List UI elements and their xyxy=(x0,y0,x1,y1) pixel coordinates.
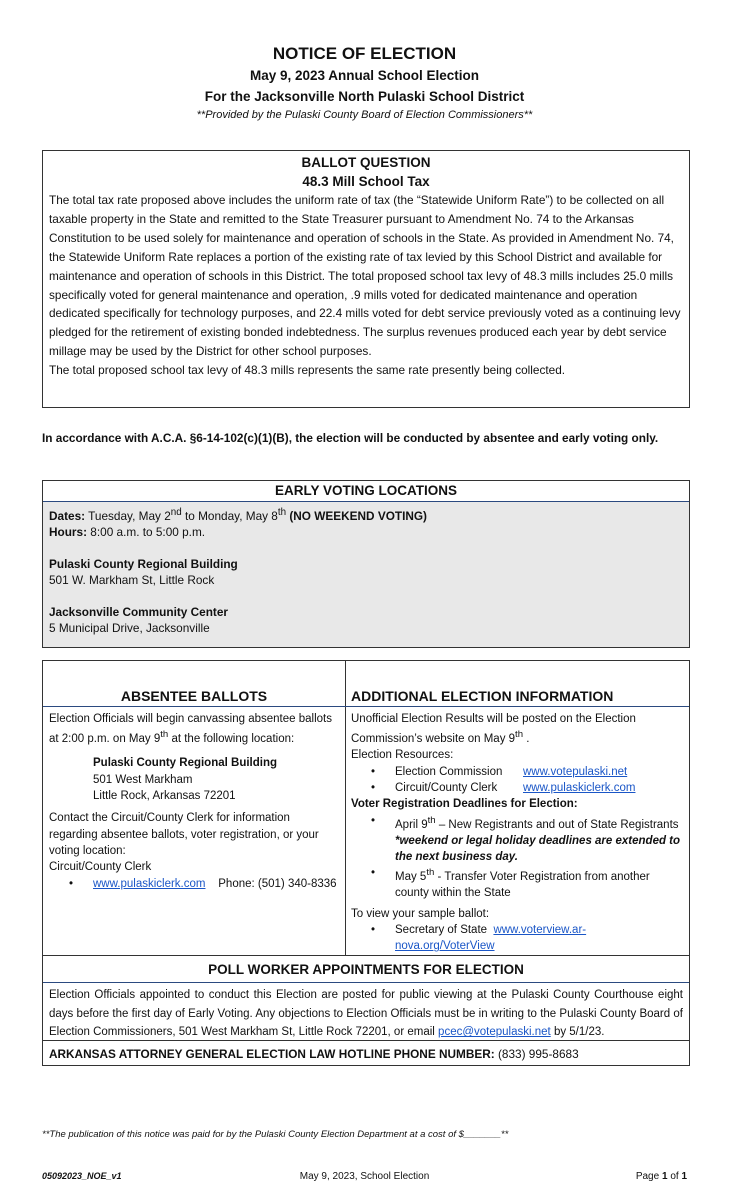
bullet-icon: • xyxy=(371,814,376,827)
absentee-street: 501 West Markham xyxy=(93,773,193,786)
election-subtitle: May 9, 2023 Annual School Election xyxy=(249,68,480,83)
location-1-name: Pulaski County Regional Building xyxy=(49,556,238,571)
ballot-subheading: 48.3 Mill School Tax xyxy=(302,174,430,189)
accordance-statement: In accordance with A.C.A. §6-14-102(c)(1)(B), the election will be conducted by absentee and early voting only. xyxy=(42,431,659,445)
page-number: Page 1 of 1 xyxy=(635,1171,687,1182)
clerk-link[interactable]: www.pulaskiclerk.com xyxy=(93,877,206,890)
early-voting-heading: EARLY VOTING LOCATIONS xyxy=(43,481,689,502)
footer-center: May 9, 2023, School Election xyxy=(299,1171,430,1182)
absentee-building: Pulaski County Regional Building xyxy=(93,757,278,770)
early-voting-hours: Hours: 8:00 a.m. to 5:00 p.m. xyxy=(49,525,206,540)
info-grid xyxy=(42,660,690,1066)
provided-by-line: **Provided by the Pulaski County Board of Election Commissioners** xyxy=(196,109,533,121)
deadlines-label: Voter Registration Deadlines for Election: xyxy=(351,798,578,811)
sample-ballot-label: To view your sample ballot: xyxy=(351,907,490,920)
clerk-resource-link[interactable]: www.pulaskiclerk.com xyxy=(523,782,636,795)
absentee-clerk: Circuit/County Clerk xyxy=(49,861,152,874)
bullet-icon: • xyxy=(371,765,376,778)
bullet-icon: • xyxy=(69,877,74,890)
commission-link[interactable]: www.votepulaski.net xyxy=(523,765,628,778)
additional-heading: ADDITIONAL ELECTION INFORMATION xyxy=(345,661,689,707)
deadline-item-1: • April 9th – New Registrants and out of State Registrants *weekend or legal holiday deadlines are extended to the next business day. xyxy=(371,814,681,864)
poll-worker-body: Election Officials appointed to conduct this Election are posted for public viewing at the Pulaski County Courthouse eight days before the first day of Early Voting. Any objections to Election Officials must be in writing to the Pulaski County Board of Election Commissioners, 501 West Markham St, Little Rock 72201, or email pcec@votepulaski.net by 5/1/23. xyxy=(43,983,689,1041)
results-text: Unofficial Election Results will be posted on the Election Commission’s website on May 9th . xyxy=(351,713,636,746)
early-voting-dates: Dates: Tuesday, May 2nd to Monday, May 8th (NO WEEKEND VOTING) xyxy=(49,507,427,523)
absentee-city: Little Rock, Arkansas 72201 xyxy=(93,790,236,803)
pcec-email-link[interactable]: pcec@votepulaski.net xyxy=(438,1026,551,1039)
district-line: For the Jacksonville North Pulaski School District xyxy=(204,89,525,104)
location-2-name: Jacksonville Community Center xyxy=(49,604,228,619)
location-2-address: 5 Municipal Drive, Jacksonville xyxy=(49,621,210,636)
deadline-item-2: • May 5th - Transfer Voter Registration from another county within the State xyxy=(371,867,650,900)
absentee-contact: Contact the Circuit/County Clerk for information regarding absentee ballots, voter registration, or your voting location: xyxy=(49,812,319,857)
notice-title: NOTICE OF ELECTION xyxy=(272,44,457,63)
bullet-icon: • xyxy=(371,867,376,880)
absentee-heading: ABSENTEE BALLOTS xyxy=(43,661,345,707)
resource-item-2: • Circuit/County Clerk www.pulaskiclerk.com xyxy=(351,780,683,796)
ballot-question-box xyxy=(42,150,690,408)
clerk-link-item xyxy=(49,876,339,892)
ballot-paragraph-2: The total proposed school tax levy of 48.3 mills represents the same rate presently being collected. xyxy=(49,363,566,378)
poll-worker-heading: POLL WORKER APPOINTMENTS FOR ELECTION xyxy=(43,955,689,983)
resources-label: Election Resources: xyxy=(351,749,454,762)
absentee-intro: Election Officials will begin canvassing absentee ballots at 2:00 p.m. on May 9th at the following location: xyxy=(49,713,332,746)
document-code: 05092023_NOE_v1 xyxy=(42,1171,122,1181)
hotline-line: ARKANSAS ATTORNEY GENERAL ELECTION LAW HOTLINE PHONE NUMBER: (833) 995-8683 xyxy=(49,1047,579,1061)
sos-item: • Secretary of State www.voterview.ar-nova.org/VoterView xyxy=(371,924,587,953)
voterview-link[interactable]: www.voterview.ar-nova.org/VoterView xyxy=(395,924,587,953)
publication-cost-note: **The publication of this notice was paid for by the Pulaski County Election Department at a cost of $_______** xyxy=(42,1129,509,1140)
resource-item-1: • Election Commission www.votepulaski.net xyxy=(351,764,683,780)
ballot-paragraph-1: The total tax rate proposed above includes the uniform rate of tax (the “Statewide Uniform Rate”) to be collected on all taxable property in the State and remitted to the State Treasurer pursuant to Amendment No. 74 to the Arkansas Constitution to be used solely for maintenance and operation of schools in the State. As provided in Amendment No. 74, the Statewide Uniform Rate replaces a portion of the existing rate of tax levied by this School District and available for maintenance and operation of schools in this District. The total proposed school tax levy of 48.3 mills includes 25.0 mills specifically voted for general maintenance and operation, .9 mills voted for dedicated maintenance and operation dedicated specifically for technology purposes, and 22.4 mills voted for debt service previously voted as a continuing levy pledged for the retirement of existing bonded indebtedness. The surplus revenues produced each year by debt service millage may be used by the District for other school purposes. xyxy=(49,193,681,359)
early-voting-box xyxy=(42,480,690,648)
ballot-heading: BALLOT QUESTION xyxy=(301,155,431,170)
additional-column xyxy=(345,661,689,955)
clerk-phone: Phone: (501) 340-8336 xyxy=(218,877,337,890)
bullet-icon: • xyxy=(371,782,376,795)
bullet-icon: • xyxy=(371,924,376,937)
absentee-column xyxy=(43,661,346,955)
location-1-address: 501 W. Markham St, Little Rock xyxy=(49,573,215,588)
